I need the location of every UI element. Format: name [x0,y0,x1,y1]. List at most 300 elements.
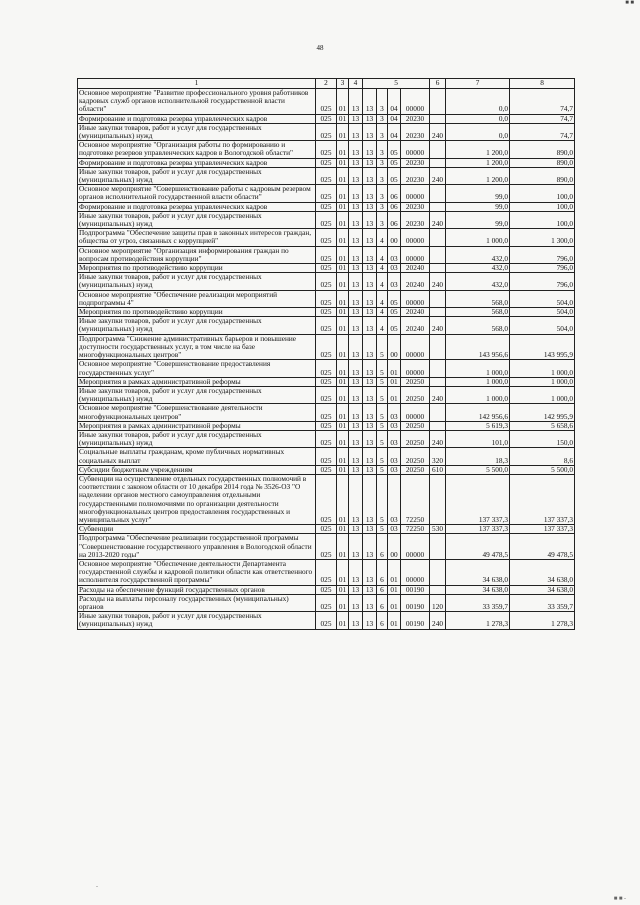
code-program: 13 [363,448,377,465]
code-expense-type: 240 [430,211,446,228]
code-direction: 00000 [401,534,430,560]
code-event: 00 [388,534,401,560]
table-row [78,114,575,123]
code-event: 05 [388,317,401,334]
code-event: 01 [388,360,401,377]
code-program: 13 [363,202,377,211]
row-name: Субвенции [78,525,316,534]
table-row [78,404,575,421]
code-section: 01 [337,123,349,140]
code-event: 05 [388,158,401,167]
code-expense-type [430,377,446,386]
code-direction: 20250 [401,421,430,430]
code-direction: 20230 [401,114,430,123]
code-event: 05 [388,141,401,158]
amount-year-1: 99,0 [446,185,510,202]
code-subprogram: 3 [377,158,388,167]
code-expense-type [430,264,446,273]
code-section: 01 [337,386,349,403]
table-row [78,89,575,115]
amount-year-2: 49 478,5 [510,534,575,560]
code-subsection: 13 [349,167,363,184]
code-subsection: 13 [349,386,363,403]
code-expense-type [430,202,446,211]
code-section: 01 [337,114,349,123]
code-event: 03 [388,264,401,273]
amount-year-1: 49 478,5 [446,534,510,560]
code-subprogram: 5 [377,465,388,474]
code-program: 13 [363,465,377,474]
code-ministry: 025 [316,185,337,202]
code-subprogram: 3 [377,89,388,115]
code-program: 13 [363,308,377,317]
amount-year-2: 150,0 [510,430,575,447]
code-program: 13 [363,612,377,629]
code-program: 13 [363,123,377,140]
code-ministry: 025 [316,377,337,386]
amount-year-2: 504,0 [510,317,575,334]
code-section: 01 [337,89,349,115]
code-subsection: 13 [349,89,363,115]
code-event: 06 [388,211,401,228]
scan-mark-top-right: ■ ■ [625,0,634,6]
code-direction: 00000 [401,246,430,263]
code-subprogram: 5 [377,360,388,377]
code-direction: 00190 [401,612,430,629]
table-row [78,465,575,474]
amount-year-2: 796,0 [510,264,575,273]
code-subsection: 13 [349,202,363,211]
code-section: 01 [337,404,349,421]
code-subsection: 13 [349,158,363,167]
code-section: 01 [337,448,349,465]
table-row [78,334,575,360]
code-event: 06 [388,185,401,202]
row-name: Иные закупки товаров, работ и услуг для государственных (муниципальных) нужд [78,167,316,184]
scan-mark-bottom-left: - [96,884,98,890]
code-program: 13 [363,386,377,403]
code-direction: 20240 [401,273,430,290]
table-row [78,246,575,263]
row-name: Субсидии бюджетным учреждениям [78,465,316,474]
code-ministry: 025 [316,264,337,273]
amount-year-2: 137 337,3 [510,525,575,534]
code-section: 01 [337,290,349,307]
code-direction: 20230 [401,211,430,228]
amount-year-1: 1 200,0 [446,141,510,158]
code-expense-type: 240 [430,123,446,140]
code-ministry: 025 [316,114,337,123]
code-ministry: 025 [316,465,337,474]
code-expense-type [430,246,446,263]
code-subsection: 13 [349,448,363,465]
amount-year-2: 142 995,9 [510,404,575,421]
amount-year-1: 432,0 [446,273,510,290]
row-name: Подпрограмма "Обеспечение защиты прав в законных интересов граждан, общества от угроз, связанных с коррупцией" [78,229,316,246]
code-ministry: 025 [316,229,337,246]
amount-year-1: 34 638,0 [446,585,510,594]
row-name: Основное мероприятие "Совершенствование работы с кадровым резервом органов исполнительной государственной власти области" [78,185,316,202]
code-event: 01 [388,585,401,594]
code-event: 03 [388,430,401,447]
code-section: 01 [337,185,349,202]
code-event: 01 [388,612,401,629]
amount-year-2: 100,0 [510,202,575,211]
row-name: Формирование и подготовка резерва управленческих кадров [78,202,316,211]
code-ministry: 025 [316,123,337,140]
budget-table [77,78,575,630]
table-row [78,594,575,611]
code-event: 06 [388,202,401,211]
code-event: 00 [388,229,401,246]
table-row [78,264,575,273]
row-name: Основное мероприятие "Совершенствование предоставления государственных услуг" [78,360,316,377]
code-expense-type [430,89,446,115]
row-name: Иные закупки товаров, работ и услуг для государственных (муниципальных) нужд [78,317,316,334]
row-name: Мероприятия по противодействию коррупции [78,308,316,317]
code-subprogram: 5 [377,377,388,386]
amount-year-1: 18,3 [446,448,510,465]
row-name: Основное мероприятие "Развитие профессионального уровня работников кадровых служб органов исполнительной государственной власти области" [78,89,316,115]
code-expense-type [430,404,446,421]
code-subsection: 13 [349,474,363,524]
amount-year-2: 890,0 [510,158,575,167]
code-expense-type [430,158,446,167]
code-ministry: 025 [316,89,337,115]
amount-year-1: 33 359,7 [446,594,510,611]
amount-year-2: 504,0 [510,290,575,307]
code-subprogram: 6 [377,534,388,560]
header-cell: 2 [316,79,337,89]
amount-year-1: 34 638,0 [446,559,510,585]
header-cell: 5 [363,79,430,89]
code-expense-type [430,534,446,560]
code-subsection: 13 [349,334,363,360]
amount-year-2: 74,7 [510,89,575,115]
code-subprogram: 4 [377,264,388,273]
code-subsection: 13 [349,229,363,246]
code-section: 01 [337,534,349,560]
code-subprogram: 3 [377,211,388,228]
row-name: Основное мероприятие "Организация информирования граждан по вопросам противодействия коррупции" [78,246,316,263]
code-expense-type: 530 [430,525,446,534]
code-subsection: 13 [349,360,363,377]
amount-year-2: 796,0 [510,246,575,263]
code-event: 04 [388,114,401,123]
code-subsection: 13 [349,246,363,263]
code-event: 01 [388,559,401,585]
table-row [78,559,575,585]
code-section: 01 [337,585,349,594]
code-ministry: 025 [316,559,337,585]
code-expense-type [430,141,446,158]
table-row [78,290,575,307]
code-subsection: 13 [349,185,363,202]
code-expense-type [430,421,446,430]
code-direction: 00000 [401,404,430,421]
code-ministry: 025 [316,386,337,403]
amount-year-2: 5 658,6 [510,421,575,430]
amount-year-2: 504,0 [510,308,575,317]
code-event: 03 [388,404,401,421]
code-event: 05 [388,308,401,317]
table-row [78,185,575,202]
code-section: 01 [337,360,349,377]
code-direction: 20230 [401,202,430,211]
amount-year-2: 137 337,3 [510,474,575,524]
amount-year-2: 1 000,0 [510,377,575,386]
header-cell: 8 [510,79,575,89]
amount-year-1: 1 000,0 [446,386,510,403]
table-row [78,308,575,317]
code-direction: 20250 [401,430,430,447]
table-row [78,229,575,246]
table-row [78,534,575,560]
amount-year-2: 1 300,0 [510,229,575,246]
amount-year-2: 1 000,0 [510,360,575,377]
row-name: Социальные выплаты гражданам, кроме публичных нормативных социальных выплат [78,448,316,465]
code-section: 01 [337,308,349,317]
row-name: Мероприятия в рамках административной реформы [78,377,316,386]
scan-mark-bottom-right: ■ ■ - [613,896,626,902]
code-event: 01 [388,594,401,611]
code-expense-type: 610 [430,465,446,474]
code-section: 01 [337,525,349,534]
code-ministry: 025 [316,273,337,290]
code-program: 13 [363,404,377,421]
code-direction: 20250 [401,386,430,403]
code-subprogram: 5 [377,421,388,430]
code-expense-type [430,585,446,594]
amount-year-2: 796,0 [510,273,575,290]
row-name: Иные закупки товаров, работ и услуг для государственных (муниципальных) нужд [78,123,316,140]
code-event: 03 [388,448,401,465]
amount-year-2: 100,0 [510,185,575,202]
row-name: Мероприятия по противодействию коррупции [78,264,316,273]
row-name: Формирование и подготовка резерва управленческих кадров [78,158,316,167]
code-subsection: 13 [349,308,363,317]
code-direction: 00000 [401,360,430,377]
code-section: 01 [337,229,349,246]
header-cell: 1 [78,79,316,89]
code-section: 01 [337,559,349,585]
amount-year-1: 5 619,3 [446,421,510,430]
code-subsection: 13 [349,290,363,307]
amount-year-1: 1 000,0 [446,377,510,386]
code-subprogram: 5 [377,334,388,360]
code-event: 05 [388,290,401,307]
code-program: 13 [363,114,377,123]
code-expense-type: 320 [430,448,446,465]
amount-year-1: 568,0 [446,317,510,334]
code-section: 01 [337,141,349,158]
amount-year-1: 0,0 [446,89,510,115]
code-program: 13 [363,559,377,585]
table-row [78,317,575,334]
table-row [78,585,575,594]
code-ministry: 025 [316,334,337,360]
table-row [78,474,575,524]
code-direction: 00000 [401,141,430,158]
amount-year-2: 34 638,0 [510,585,575,594]
code-section: 01 [337,211,349,228]
row-name: Формирование и подготовка резерва управленческих кадров [78,114,316,123]
code-expense-type [430,559,446,585]
code-event: 03 [388,525,401,534]
code-direction: 72250 [401,525,430,534]
code-subsection: 13 [349,264,363,273]
amount-year-1: 432,0 [446,264,510,273]
code-subsection: 13 [349,273,363,290]
code-event: 03 [388,474,401,524]
code-program: 13 [363,377,377,386]
code-subsection: 13 [349,421,363,430]
row-name: Подпрограмма "Обеспечение реализации государственной программы "Совершенствование государственного управления в Вологодской области на 2013-2020 годы" [78,534,316,560]
code-expense-type: 240 [430,612,446,629]
amount-year-1: 99,0 [446,202,510,211]
code-subprogram: 4 [377,317,388,334]
code-direction: 00000 [401,229,430,246]
amount-year-1: 137 337,3 [446,474,510,524]
code-subprogram: 4 [377,308,388,317]
amount-year-2: 143 995,9 [510,334,575,360]
table-row [78,158,575,167]
table-row [78,360,575,377]
table-row [78,612,575,629]
code-expense-type [430,334,446,360]
amount-year-1: 0,0 [446,123,510,140]
code-program: 13 [363,290,377,307]
code-section: 01 [337,264,349,273]
code-program: 13 [363,525,377,534]
table-row [78,202,575,211]
row-name: Иные закупки товаров, работ и услуг для государственных (муниципальных) нужд [78,430,316,447]
amount-year-1: 1 278,3 [446,612,510,629]
code-subprogram: 3 [377,114,388,123]
row-name: Основное мероприятие "Организация работы по формированию и подготовке резервов управленческих кадров в Вологодской области" [78,141,316,158]
code-ministry: 025 [316,167,337,184]
table-body [78,79,575,630]
code-expense-type [430,308,446,317]
row-name: Субвенции на осуществление отдельных государственных полномочий в соответствии с законом области от 10 декабря 2014 года № 3526-ОЗ "О наделении органов местного самоуправления отдельными государственными полномочиями по организации деятельности многофункциональных центров предоставления государственных и муниципальных услуг" [78,474,316,524]
code-section: 01 [337,421,349,430]
code-subsection: 13 [349,114,363,123]
code-expense-type: 240 [430,273,446,290]
code-event: 01 [388,386,401,403]
amount-year-1: 143 956,6 [446,334,510,360]
amount-year-2: 100,0 [510,211,575,228]
amount-year-2: 33 359,7 [510,594,575,611]
code-ministry: 025 [316,141,337,158]
code-section: 01 [337,334,349,360]
code-subprogram: 4 [377,290,388,307]
code-subprogram: 3 [377,185,388,202]
code-subprogram: 5 [377,430,388,447]
code-subsection: 13 [349,123,363,140]
code-event: 00 [388,334,401,360]
code-program: 13 [363,158,377,167]
code-ministry: 025 [316,421,337,430]
code-subprogram: 6 [377,612,388,629]
code-expense-type: 240 [430,167,446,184]
code-direction: 20240 [401,317,430,334]
code-subprogram: 3 [377,123,388,140]
amount-year-1: 568,0 [446,308,510,317]
code-program: 13 [363,334,377,360]
code-subsection: 13 [349,465,363,474]
code-ministry: 025 [316,534,337,560]
code-expense-type [430,114,446,123]
table-row [78,430,575,447]
code-direction: 00000 [401,89,430,115]
code-subprogram: 5 [377,448,388,465]
amount-year-1: 1 200,0 [446,158,510,167]
code-direction: 20230 [401,167,430,184]
amount-year-2: 890,0 [510,167,575,184]
code-direction: 20250 [401,465,430,474]
table-row [78,377,575,386]
code-direction: 20250 [401,377,430,386]
code-subprogram: 4 [377,273,388,290]
code-program: 13 [363,421,377,430]
amount-year-1: 1 000,0 [446,229,510,246]
header-cell: 4 [349,79,363,89]
code-ministry: 025 [316,211,337,228]
code-event: 04 [388,89,401,115]
code-ministry: 025 [316,246,337,263]
code-subprogram: 5 [377,474,388,524]
table-header-row [78,79,575,89]
code-expense-type [430,185,446,202]
code-section: 01 [337,474,349,524]
code-event: 04 [388,123,401,140]
code-section: 01 [337,246,349,263]
code-ministry: 025 [316,525,337,534]
code-ministry: 025 [316,612,337,629]
amount-year-1: 99,0 [446,211,510,228]
amount-year-1: 1 200,0 [446,167,510,184]
code-direction: 00000 [401,290,430,307]
page-number: 48 [316,44,324,52]
code-subprogram: 6 [377,594,388,611]
code-event: 01 [388,377,401,386]
code-section: 01 [337,167,349,184]
code-expense-type: 240 [430,317,446,334]
code-direction: 00000 [401,334,430,360]
code-subprogram: 6 [377,559,388,585]
code-ministry: 025 [316,430,337,447]
table-row [78,167,575,184]
code-subsection: 13 [349,317,363,334]
code-program: 13 [363,273,377,290]
row-name: Основное мероприятие "Обеспечение реализации мероприятий подпрограммы 4" [78,290,316,307]
code-program: 13 [363,430,377,447]
amount-year-1: 101,0 [446,430,510,447]
amount-year-2: 8,6 [510,448,575,465]
code-section: 01 [337,273,349,290]
code-expense-type [430,290,446,307]
code-section: 01 [337,594,349,611]
code-section: 01 [337,465,349,474]
code-subsection: 13 [349,534,363,560]
code-ministry: 025 [316,290,337,307]
code-section: 01 [337,158,349,167]
code-ministry: 025 [316,202,337,211]
code-subprogram: 3 [377,141,388,158]
table-row [78,525,575,534]
row-name: Расходы на обеспечение функций государственных органов [78,585,316,594]
code-expense-type [430,360,446,377]
